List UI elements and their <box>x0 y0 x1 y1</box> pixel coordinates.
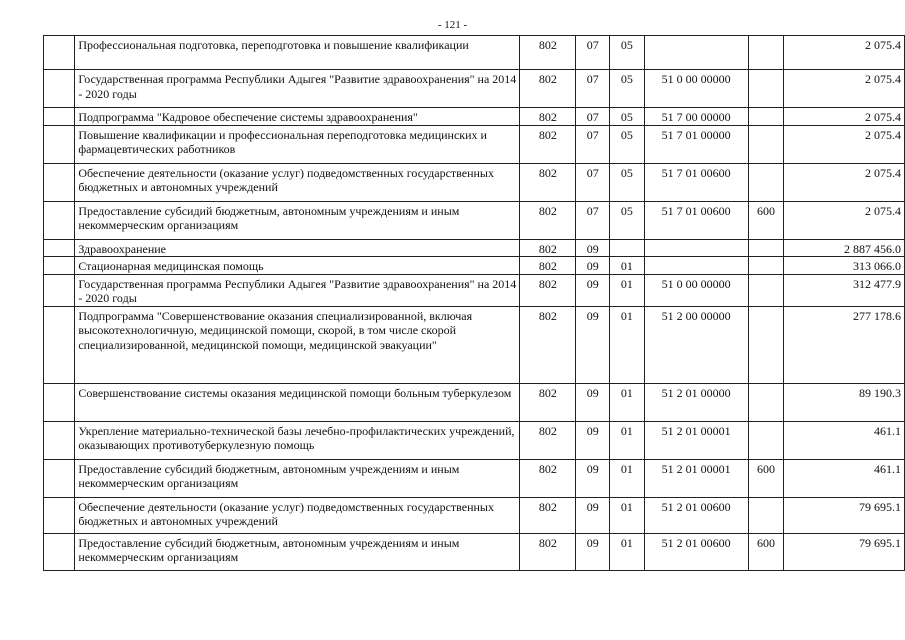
ministry-code-cell: 802 <box>520 70 576 108</box>
section-code-cell: 09 <box>576 383 610 421</box>
subsection-code-cell: 05 <box>610 125 645 163</box>
ministry-code-cell: 802 <box>520 306 576 383</box>
expense-type-cell <box>748 163 784 201</box>
target-article-cell: 51 2 01 00600 <box>644 533 748 570</box>
amount-cell: 2 075.4 <box>784 108 905 126</box>
ministry-code-cell: 802 <box>520 383 576 421</box>
subsection-code-cell: 01 <box>610 533 645 570</box>
item-name-cell: Повышение квалификации и профессиональная переподготовка медицинских и фармацевтических работников <box>75 125 520 163</box>
expense-type-cell <box>748 257 784 275</box>
subsection-code-cell <box>610 239 645 257</box>
table-row <box>44 108 905 126</box>
expense-type-cell: 600 <box>748 533 784 570</box>
budget-table-body <box>44 36 905 571</box>
subsection-code-cell: 01 <box>610 274 645 306</box>
expense-type-cell: 600 <box>748 201 784 239</box>
row-number-cell <box>44 459 75 497</box>
row-number-cell <box>44 70 75 108</box>
item-name-cell: Обеспечение деятельности (оказание услуг) подведомственных государственных бюджетных и автономных учреждений <box>75 497 520 533</box>
section-code-cell: 07 <box>576 163 610 201</box>
amount-cell: 89 190.3 <box>784 383 905 421</box>
amount-cell: 2 075.4 <box>784 125 905 163</box>
table-row <box>44 163 905 201</box>
ministry-code-cell: 802 <box>520 108 576 126</box>
item-name-cell: Подпрограмма "Кадровое обеспечение системы здравоохранения" <box>75 108 520 126</box>
row-number-cell <box>44 201 75 239</box>
row-number-cell <box>44 497 75 533</box>
expense-type-cell <box>748 497 784 533</box>
row-number-cell <box>44 306 75 383</box>
row-number-cell <box>44 274 75 306</box>
section-code-cell: 07 <box>576 201 610 239</box>
amount-cell: 79 695.1 <box>784 497 905 533</box>
target-article-cell: 51 2 01 00000 <box>644 383 748 421</box>
table-row <box>44 421 905 459</box>
target-article-cell: 51 7 01 00000 <box>644 125 748 163</box>
table-row <box>44 459 905 497</box>
table-row <box>44 239 905 257</box>
row-number-cell <box>44 239 75 257</box>
subsection-code-cell: 05 <box>610 70 645 108</box>
amount-cell: 2 075.4 <box>784 36 905 70</box>
ministry-code-cell: 802 <box>520 421 576 459</box>
amount-cell: 461.1 <box>784 459 905 497</box>
row-number-cell <box>44 125 75 163</box>
target-article-cell: 51 2 01 00001 <box>644 421 748 459</box>
table-row <box>44 257 905 275</box>
expense-type-cell <box>748 421 784 459</box>
subsection-code-cell: 05 <box>610 163 645 201</box>
item-name-cell: Государственная программа Республики Адыгея "Развитие здравоохранения" на 2014 - 2020 годы <box>75 70 520 108</box>
item-name-cell: Укрепление материально-технической базы лечебно-профилактических учреждений, оказывающих противотуберкулезную помощь <box>75 421 520 459</box>
amount-cell: 79 695.1 <box>784 533 905 570</box>
item-name-cell: Предоставление субсидий бюджетным, автономным учреждениям и иным некоммерческим организациям <box>75 459 520 497</box>
ministry-code-cell: 802 <box>520 274 576 306</box>
expense-type-cell <box>748 108 784 126</box>
section-code-cell: 09 <box>576 533 610 570</box>
expense-type-cell <box>748 70 784 108</box>
ministry-code-cell: 802 <box>520 497 576 533</box>
item-name-cell: Государственная программа Республики Адыгея "Развитие здравоохранения" на 2014 - 2020 годы <box>75 274 520 306</box>
expense-type-cell <box>748 306 784 383</box>
section-code-cell: 09 <box>576 274 610 306</box>
page-number: - 121 - <box>437 19 468 31</box>
amount-cell: 2 887 456.0 <box>784 239 905 257</box>
amount-cell: 313 066.0 <box>784 257 905 275</box>
row-number-cell <box>44 36 75 70</box>
target-article-cell: 51 0 00 00000 <box>644 70 748 108</box>
item-name-cell: Предоставление субсидий бюджетным, автономным учреждениям и иным некоммерческим организациям <box>75 201 520 239</box>
row-number-cell <box>44 257 75 275</box>
ministry-code-cell: 802 <box>520 459 576 497</box>
subsection-code-cell: 05 <box>610 36 645 70</box>
row-number-cell <box>44 163 75 201</box>
table-row <box>44 497 905 533</box>
row-number-cell <box>44 421 75 459</box>
amount-cell: 461.1 <box>784 421 905 459</box>
ministry-code-cell: 802 <box>520 163 576 201</box>
item-name-cell: Предоставление субсидий бюджетным, автономным учреждениям и иным некоммерческим организациям <box>75 533 520 570</box>
section-code-cell: 07 <box>576 70 610 108</box>
table-row <box>44 533 905 570</box>
table-row <box>44 201 905 239</box>
target-article-cell: 51 0 00 00000 <box>644 274 748 306</box>
section-code-cell: 09 <box>576 239 610 257</box>
expense-type-cell <box>748 383 784 421</box>
amount-cell: 312 477.9 <box>784 274 905 306</box>
table-row <box>44 274 905 306</box>
section-code-cell: 07 <box>576 108 610 126</box>
row-number-cell <box>44 383 75 421</box>
target-article-cell: 51 2 00 00000 <box>644 306 748 383</box>
target-article-cell: 51 7 01 00600 <box>644 201 748 239</box>
subsection-code-cell: 01 <box>610 459 645 497</box>
expense-type-cell: 600 <box>748 459 784 497</box>
subsection-code-cell: 01 <box>610 306 645 383</box>
subsection-code-cell: 01 <box>610 257 645 275</box>
subsection-code-cell: 01 <box>610 497 645 533</box>
section-code-cell: 09 <box>576 257 610 275</box>
item-name-cell: Совершенствование системы оказания медицинской помощи больным туберкулезом <box>75 383 520 421</box>
target-article-cell: 51 7 01 00600 <box>644 163 748 201</box>
item-name-cell: Обеспечение деятельности (оказание услуг) подведомственных государственных бюджетных и автономных учреждений <box>75 163 520 201</box>
subsection-code-cell: 01 <box>610 421 645 459</box>
row-number-cell <box>44 108 75 126</box>
expense-type-cell <box>748 36 784 70</box>
table-row <box>44 306 905 383</box>
subsection-code-cell: 05 <box>610 108 645 126</box>
ministry-code-cell: 802 <box>520 239 576 257</box>
target-article-cell <box>644 239 748 257</box>
target-article-cell <box>644 257 748 275</box>
table-row <box>44 125 905 163</box>
section-code-cell: 09 <box>576 306 610 383</box>
subsection-code-cell: 01 <box>610 383 645 421</box>
section-code-cell: 09 <box>576 497 610 533</box>
amount-cell: 2 075.4 <box>784 163 905 201</box>
section-code-cell: 09 <box>576 421 610 459</box>
ministry-code-cell: 802 <box>520 125 576 163</box>
ministry-code-cell: 802 <box>520 36 576 70</box>
table-row <box>44 383 905 421</box>
section-code-cell: 07 <box>576 36 610 70</box>
expense-type-cell <box>748 239 784 257</box>
item-name-cell: Подпрограмма "Совершенствование оказания специализированной, включая высокотехнологичную, медицинской помощи, скорой, в том числе скорой специализированной, медицинской помощи, медицинской эвакуации" <box>75 306 520 383</box>
target-article-cell: 51 2 01 00001 <box>644 459 748 497</box>
expense-type-cell <box>748 274 784 306</box>
subsection-code-cell: 05 <box>610 201 645 239</box>
row-number-cell <box>44 533 75 570</box>
budget-table <box>43 35 905 571</box>
ministry-code-cell: 802 <box>520 257 576 275</box>
table-row <box>44 70 905 108</box>
expense-type-cell <box>748 125 784 163</box>
target-article-cell <box>644 36 748 70</box>
amount-cell: 2 075.4 <box>784 70 905 108</box>
section-code-cell: 07 <box>576 125 610 163</box>
item-name-cell: Стационарная медицинская помощь <box>75 257 520 275</box>
item-name-cell: Профессиональная подготовка, переподготовка и повышение квалификации <box>75 36 520 70</box>
target-article-cell: 51 2 01 00600 <box>644 497 748 533</box>
ministry-code-cell: 802 <box>520 201 576 239</box>
table-row <box>44 36 905 70</box>
amount-cell: 2 075.4 <box>784 201 905 239</box>
target-article-cell: 51 7 00 00000 <box>644 108 748 126</box>
amount-cell: 277 178.6 <box>784 306 905 383</box>
ministry-code-cell: 802 <box>520 533 576 570</box>
section-code-cell: 09 <box>576 459 610 497</box>
item-name-cell: Здравоохранение <box>75 239 520 257</box>
